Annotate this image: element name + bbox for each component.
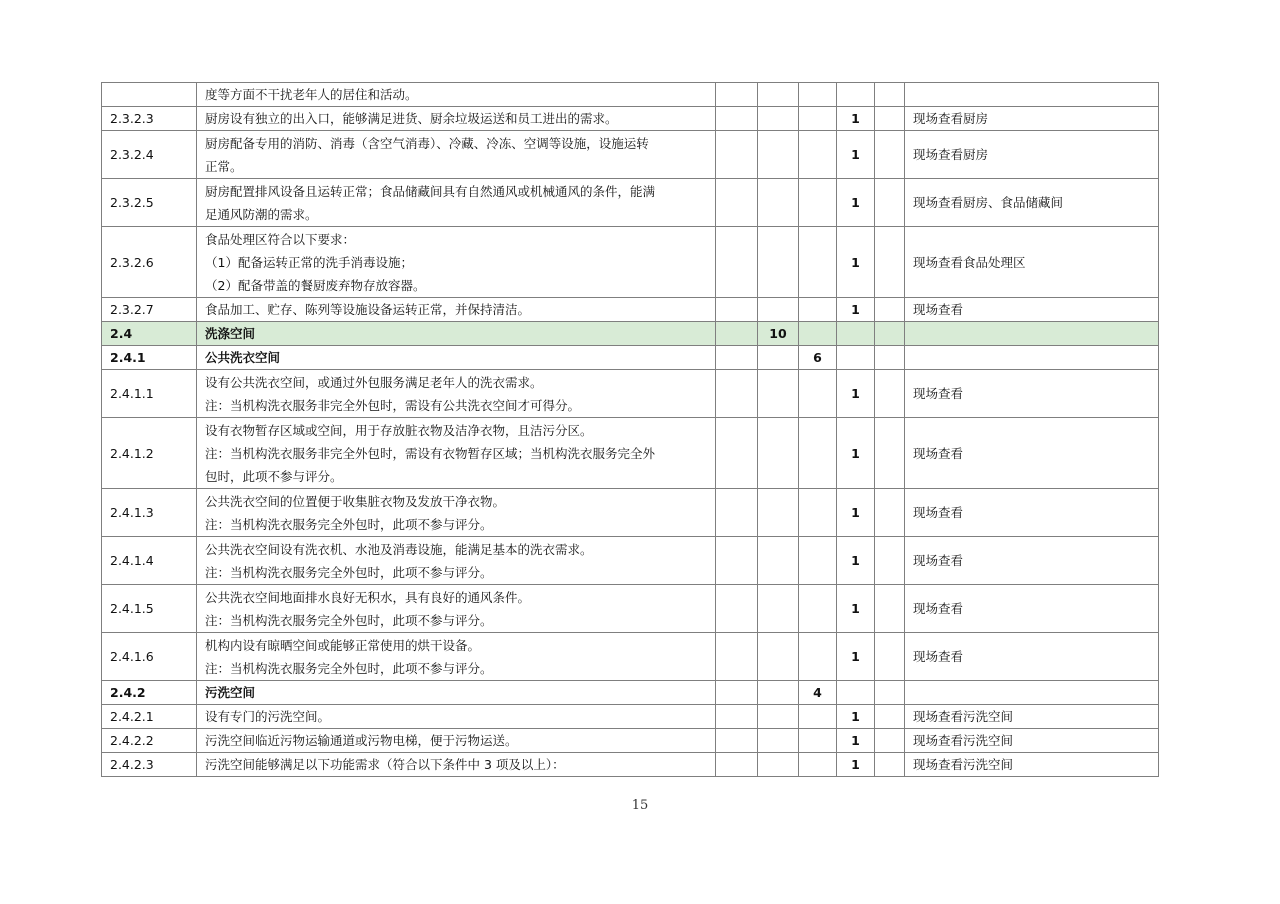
score-cell [875, 418, 905, 489]
item-description-cell [197, 346, 716, 370]
score-cell: 6 [799, 346, 837, 370]
page-number: 15 [631, 798, 649, 813]
item-description-cell [197, 107, 716, 131]
score-cell [758, 753, 799, 777]
item-description-cell [197, 298, 716, 322]
score-cell [799, 107, 837, 131]
item-description-cell [197, 322, 716, 346]
score-cell [875, 370, 905, 418]
score-cell [799, 753, 837, 777]
table-row [102, 131, 1159, 179]
description-line: 公共洗衣空间地面排水良好无积水，具有良好的通风条件。 [205, 589, 531, 605]
score-cell [716, 705, 758, 729]
score-cell [716, 418, 758, 489]
description-line: 厨房配备专用的消防、消毒（含空气消毒）、冷藏、冷冻、空调等设施，设施运转 [205, 135, 649, 151]
score-cell [799, 633, 837, 681]
item-description-cell [197, 131, 716, 179]
description-line: 公共洗衣空间设有洗衣机、水池及消毒设施，能满足基本的洗衣需求。 [205, 541, 593, 557]
item-code-cell: 2.4.1.6 [102, 633, 197, 681]
score-cell [837, 346, 875, 370]
score-cell [716, 585, 758, 633]
item-code-cell: 2.4.1.4 [102, 537, 197, 585]
score-cell [758, 489, 799, 537]
description-line: 注：当机构洗衣服务完全外包时，此项不参与评分。 [205, 612, 493, 628]
score-cell [758, 681, 799, 705]
description-line: 污洗空间 [205, 685, 256, 700]
score-cell [758, 131, 799, 179]
table-row [102, 107, 1159, 131]
subsection-row [102, 681, 1159, 705]
table-row [102, 585, 1159, 633]
score-cell [875, 633, 905, 681]
item-description-cell [197, 227, 716, 298]
item-description-cell [197, 418, 716, 489]
score-cell [837, 681, 875, 705]
score-cell [875, 753, 905, 777]
score-cell [799, 705, 837, 729]
score-cell [799, 418, 837, 489]
score-cell [716, 107, 758, 131]
method-cell: 现场查看污洗空间 [905, 729, 1159, 753]
score-cell [716, 227, 758, 298]
score-cell [799, 370, 837, 418]
score-cell [875, 179, 905, 227]
item-code-cell [102, 83, 197, 107]
score-cell: 1 [837, 131, 875, 179]
score-cell [716, 322, 758, 346]
score-cell [758, 298, 799, 322]
method-cell [905, 322, 1159, 346]
score-cell [875, 681, 905, 705]
subsection-row [102, 346, 1159, 370]
score-cell [799, 298, 837, 322]
score-cell: 1 [837, 227, 875, 298]
description-line: 机构内设有晾晒空间或能够正常使用的烘干设备。 [205, 637, 481, 653]
description-line: （2）配备带盖的餐厨废弃物存放容器。 [205, 277, 426, 293]
item-code-cell: 2.4 [102, 322, 197, 346]
description-line: 设有专门的污洗空间。 [205, 709, 331, 724]
item-code-cell: 2.3.2.4 [102, 131, 197, 179]
score-cell [758, 418, 799, 489]
score-cell [875, 227, 905, 298]
method-cell: 现场查看 [905, 489, 1159, 537]
table-row [102, 179, 1159, 227]
score-cell [875, 729, 905, 753]
score-cell [758, 179, 799, 227]
description-line: 公共洗衣空间的位置便于收集脏衣物及发放干净衣物。 [205, 493, 506, 509]
score-cell [758, 370, 799, 418]
score-cell [758, 227, 799, 298]
score-cell [837, 83, 875, 107]
score-cell [716, 179, 758, 227]
item-code-cell: 2.4.1.1 [102, 370, 197, 418]
item-description-cell [197, 83, 716, 107]
item-description-cell [197, 370, 716, 418]
score-cell [799, 729, 837, 753]
score-cell [799, 83, 837, 107]
description-line: 厨房配置排风设备且运转正常；食品储藏间具有自然通风或机械通风的条件，能满 [205, 183, 656, 199]
table-row [102, 705, 1159, 729]
method-cell: 现场查看 [905, 298, 1159, 322]
description-line: 设有公共洗衣空间，或通过外包服务满足老年人的洗衣需求。 [205, 374, 543, 390]
item-code-cell: 2.3.2.3 [102, 107, 197, 131]
score-cell [799, 489, 837, 537]
score-cell: 1 [837, 179, 875, 227]
item-description-cell [197, 585, 716, 633]
score-cell [875, 83, 905, 107]
description-line: 设有衣物暂存区域或空间，用于存放脏衣物及洁净衣物，且洁污分区。 [205, 422, 593, 438]
description-line: 包时，此项不参与评分。 [205, 468, 343, 484]
score-cell [875, 537, 905, 585]
method-cell [905, 681, 1159, 705]
evaluation-table [101, 82, 1159, 777]
item-code-cell: 2.4.2.2 [102, 729, 197, 753]
score-cell [875, 489, 905, 537]
score-cell [799, 179, 837, 227]
item-code-cell: 2.4.1.3 [102, 489, 197, 537]
method-cell [905, 346, 1159, 370]
score-cell [716, 131, 758, 179]
score-cell [758, 633, 799, 681]
score-cell [716, 681, 758, 705]
score-cell [758, 107, 799, 131]
score-cell [716, 83, 758, 107]
score-cell [875, 705, 905, 729]
description-line: 注：当机构洗衣服务完全外包时，此项不参与评分。 [205, 660, 493, 676]
score-cell [758, 729, 799, 753]
item-description-cell [197, 705, 716, 729]
table-row [102, 729, 1159, 753]
item-description-cell [197, 681, 716, 705]
method-cell: 现场查看 [905, 633, 1159, 681]
item-description-cell [197, 753, 716, 777]
score-cell: 1 [837, 370, 875, 418]
score-cell [875, 346, 905, 370]
item-description-cell [197, 537, 716, 585]
score-cell [716, 346, 758, 370]
description-line: 度等方面不干扰老年人的居住和活动。 [205, 87, 418, 102]
table-row [102, 489, 1159, 537]
score-cell [875, 131, 905, 179]
score-cell [716, 489, 758, 537]
score-cell [758, 83, 799, 107]
description-line: （1）配备运转正常的洗手消毒设施； [205, 254, 413, 270]
description-line: 污洗空间临近污物运输通道或污物电梯，便于污物运送。 [205, 733, 518, 748]
item-code-cell: 2.4.1 [102, 346, 197, 370]
description-line: 足通风防潮的需求。 [205, 206, 318, 222]
score-cell [716, 633, 758, 681]
score-cell [799, 227, 837, 298]
method-cell: 现场查看污洗空间 [905, 753, 1159, 777]
score-cell: 1 [837, 705, 875, 729]
item-code-cell: 2.4.1.2 [102, 418, 197, 489]
table-row [102, 753, 1159, 777]
score-cell [799, 537, 837, 585]
item-description-cell [197, 489, 716, 537]
score-cell [875, 585, 905, 633]
score-cell: 1 [837, 537, 875, 585]
description-line: 洗涤空间 [205, 326, 256, 341]
score-cell: 10 [758, 322, 799, 346]
score-cell [799, 322, 837, 346]
table-body [102, 83, 1159, 777]
table-row [102, 227, 1159, 298]
score-cell [875, 298, 905, 322]
score-cell: 1 [837, 633, 875, 681]
table-row [102, 633, 1159, 681]
table-row [102, 537, 1159, 585]
score-cell: 1 [837, 489, 875, 537]
description-line: 注：当机构洗衣服务完全外包时，此项不参与评分。 [205, 564, 493, 580]
score-cell: 4 [799, 681, 837, 705]
table-row [102, 418, 1159, 489]
score-cell [758, 537, 799, 585]
score-cell: 1 [837, 298, 875, 322]
item-code-cell: 2.4.2 [102, 681, 197, 705]
score-cell [758, 585, 799, 633]
description-line: 注：当机构洗衣服务完全外包时，此项不参与评分。 [205, 516, 493, 532]
description-line: 厨房设有独立的出入口，能够满足进货、厨余垃圾运送和员工进出的需求。 [205, 111, 618, 126]
method-cell: 现场查看污洗空间 [905, 705, 1159, 729]
score-cell [799, 585, 837, 633]
item-code-cell: 2.4.1.5 [102, 585, 197, 633]
method-cell: 现场查看厨房 [905, 107, 1159, 131]
item-description-cell [197, 729, 716, 753]
method-cell: 现场查看 [905, 585, 1159, 633]
score-cell [799, 131, 837, 179]
score-cell: 1 [837, 753, 875, 777]
method-cell: 现场查看厨房 [905, 131, 1159, 179]
description-line: 注：当机构洗衣服务非完全外包时，需设有衣物暂存区域；当机构洗衣服务完全外 [205, 445, 656, 461]
score-cell [716, 729, 758, 753]
method-cell [905, 83, 1159, 107]
section-row [102, 322, 1159, 346]
description-line: 食品处理区符合以下要求： [205, 231, 356, 247]
score-cell [716, 370, 758, 418]
item-code-cell: 2.4.2.1 [102, 705, 197, 729]
score-cell: 1 [837, 585, 875, 633]
method-cell: 现场查看 [905, 370, 1159, 418]
score-cell: 1 [837, 729, 875, 753]
score-cell: 1 [837, 418, 875, 489]
description-line: 正常。 [205, 158, 243, 174]
score-cell [758, 346, 799, 370]
score-cell [716, 537, 758, 585]
table-row [102, 370, 1159, 418]
method-cell: 现场查看 [905, 537, 1159, 585]
score-cell [875, 107, 905, 131]
item-code-cell: 2.3.2.6 [102, 227, 197, 298]
item-code-cell: 2.4.2.3 [102, 753, 197, 777]
method-cell: 现场查看 [905, 418, 1159, 489]
score-cell [875, 322, 905, 346]
description-line: 食品加工、贮存、陈列等设施设备运转正常，并保持清洁。 [205, 302, 531, 317]
method-cell: 现场查看厨房、食品储藏间 [905, 179, 1159, 227]
score-cell [716, 753, 758, 777]
item-description-cell [197, 179, 716, 227]
table-row [102, 298, 1159, 322]
description-line: 公共洗衣空间 [205, 350, 281, 365]
score-cell [837, 322, 875, 346]
table-row [102, 83, 1159, 107]
description-line: 污洗空间能够满足以下功能需求（符合以下条件中 3 项及以上）： [205, 757, 565, 772]
score-cell [716, 298, 758, 322]
score-cell [758, 705, 799, 729]
item-code-cell: 2.3.2.7 [102, 298, 197, 322]
item-code-cell: 2.3.2.5 [102, 179, 197, 227]
score-cell: 1 [837, 107, 875, 131]
item-description-cell [197, 633, 716, 681]
method-cell: 现场查看食品处理区 [905, 227, 1159, 298]
description-line: 注：当机构洗衣服务非完全外包时，需设有公共洗衣空间才可得分。 [205, 397, 581, 413]
